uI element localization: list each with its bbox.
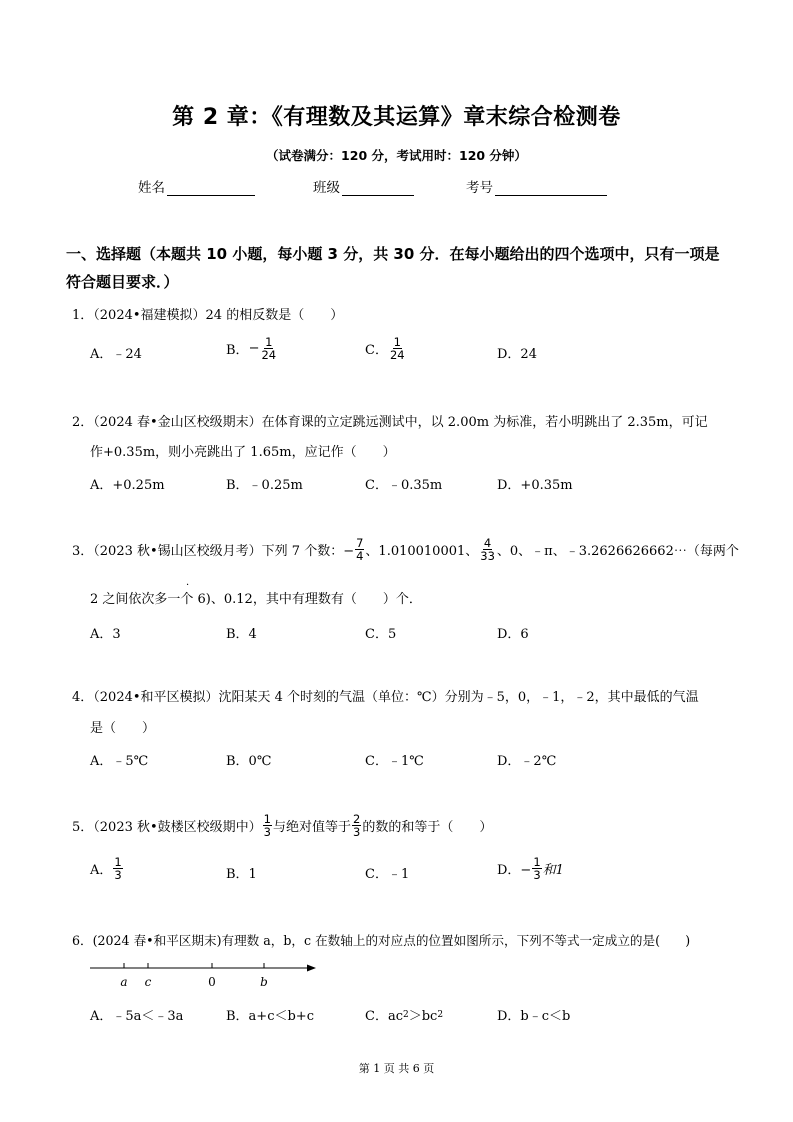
q5-f1-num: 1: [263, 812, 271, 826]
q1-option-a[interactable]: A．﹣24: [90, 347, 142, 362]
q1-c-label: C．: [365, 343, 388, 358]
q5-d-fraction: [532, 856, 541, 881]
q3-f2-num: 4: [483, 536, 492, 550]
q3-f1-den: 4: [356, 549, 364, 563]
q5-a-label: A．: [90, 863, 113, 878]
id-field[interactable]: [466, 176, 607, 196]
q5-a-fraction: [113, 856, 122, 881]
axis-label-b: b: [260, 975, 268, 989]
q1-c-num: 1: [393, 335, 401, 349]
q3-f1-num: 7: [356, 536, 364, 550]
q6-c-pre: C．ac: [365, 1009, 403, 1024]
question-6-stem: 6．(2024 春•和平区期末)有理数 a，b，c 在数轴上的对应点的位置如图所示，下列不等式一定成立的是( ): [72, 933, 691, 948]
q1-b-den: 24: [261, 348, 277, 362]
q4-option-c[interactable]: C．﹣1℃: [365, 754, 424, 769]
q4-option-b[interactable]: B．0℃: [226, 754, 272, 769]
class-field[interactable]: [313, 176, 414, 196]
q3-option-d[interactable]: D．6: [497, 627, 529, 642]
q1-option-c[interactable]: [365, 336, 407, 361]
question-2-line-1: 2．（2024 春•金山区校级期末）在体育课的立定跳远测试中，以 2.00m 为标准，若小明跳出了 2.35m，可记: [72, 415, 708, 430]
q5-d-den: 3: [533, 868, 541, 882]
q5-f2-num: 2: [353, 812, 361, 826]
q5-d-label: D．−: [497, 863, 532, 878]
id-blank[interactable]: [495, 180, 607, 196]
q1-c-fraction: [389, 336, 406, 361]
question-4-line-2: 是（ ）: [90, 721, 156, 736]
page-subtitle: （试卷满分：120 分，考试用时：120 分钟）: [266, 148, 527, 163]
axis-label-a: a: [120, 975, 128, 989]
q3-fraction-2: [479, 537, 496, 562]
q3-suffix: 、0、﹣π、﹣3.2626626662⋯（每两个: [496, 544, 739, 559]
q1-c-den: 24: [389, 348, 405, 362]
q5-fraction-2: [352, 813, 361, 838]
class-blank[interactable]: [342, 180, 414, 196]
q6-c-mid: ＞bc: [408, 1009, 438, 1024]
q2-option-b[interactable]: B．﹣0.25m: [226, 478, 303, 493]
q3-f2-den: 33: [480, 549, 495, 563]
q5-option-a[interactable]: [90, 856, 124, 881]
q1-b-label: B．: [226, 343, 249, 358]
q3-mid: 、1.010010001、: [365, 544, 479, 559]
q4-option-d[interactable]: D．﹣2℃: [497, 754, 557, 769]
question-5-stem: [72, 813, 492, 838]
q6-option-d[interactable]: D．b﹣c＜b: [497, 1009, 571, 1024]
q3-option-b[interactable]: B．4: [226, 627, 257, 642]
q5-mid: 与绝对值等于: [272, 820, 351, 835]
q5-option-c[interactable]: C．﹣1: [365, 867, 410, 882]
q5-suffix: 的数的和等于（ ）: [362, 820, 493, 835]
axis-label-c: c: [144, 975, 152, 989]
name-label: 姓名: [138, 180, 165, 196]
q2-option-d[interactable]: D．+0.35m: [497, 478, 573, 493]
q1-option-d[interactable]: D．24: [497, 347, 537, 362]
q1-option-b[interactable]: [226, 336, 278, 361]
axis-label-zero: 0: [208, 975, 216, 989]
q3-option-a[interactable]: A．3: [90, 627, 121, 642]
q3-fraction-1: [355, 537, 364, 562]
id-label: 考号: [466, 180, 493, 196]
q5-a-num: 1: [114, 855, 122, 869]
q5-f1-den: 3: [263, 825, 271, 839]
name-blank[interactable]: [167, 180, 255, 196]
q5-option-b[interactable]: B．1: [226, 867, 257, 882]
question-3-line-1: [72, 537, 739, 562]
q6-c-exp-2: 2: [437, 1009, 444, 1020]
section-heading: 一、选择题（本题共 10 小题，每小题 3 分，共 30 分．在每小题给出的四个选项中，只有一项是符合题目要求．）: [66, 245, 720, 291]
q6-option-b[interactable]: B．a+c＜b+c: [226, 1009, 314, 1024]
q5-fraction-1: [263, 813, 272, 838]
question-4-line-1: 4．（2024•和平区模拟）沈阳某天 4 个时刻的气温（单位：℃）分别为﹣5，0，﹣1，﹣2，其中最低的气温: [72, 690, 699, 705]
page-footer: 第 1 页 共 6 页: [358, 1062, 435, 1075]
question-1-stem: 1．（2024•福建模拟）24 的相反数是（ ）: [72, 308, 344, 323]
number-line: [86, 958, 326, 992]
class-label: 班级: [313, 180, 340, 196]
q1-b-sign: −: [248, 341, 260, 356]
q3-option-c[interactable]: C．5: [365, 627, 397, 642]
q2-option-c[interactable]: C．﹣0.35m: [365, 478, 443, 493]
name-field[interactable]: [138, 176, 255, 196]
q1-b-fraction: [260, 336, 277, 361]
q5-a-den: 3: [114, 868, 122, 882]
number-line-arrow: [307, 965, 316, 972]
q5-option-d[interactable]: [497, 856, 564, 881]
q5-f2-den: 3: [353, 825, 361, 839]
q5-d-num: 1: [533, 855, 541, 869]
question-2-line-2: 作+0.35m，则小亮跳出了 1.65m，应记作（ ）: [90, 445, 396, 460]
q3-prefix: 3．（2023 秋•锡山区校级月考）下列 7 个数：−: [72, 544, 355, 559]
q6-option-c[interactable]: [365, 1005, 443, 1024]
question-3-line-2: 2 之间依次多一个 6)、0.12，其中有理数有（ ）个．: [90, 592, 422, 607]
q5-prefix: 5．（2023 秋•鼓楼区校级期中）: [72, 820, 262, 835]
page-title: 第 2 章：《有理数及其运算》章末综合检测卷: [172, 105, 621, 130]
q5-d-suffix: 和1: [542, 863, 564, 878]
repeating-decimal-dot: ·: [186, 580, 190, 591]
q4-option-a[interactable]: A．﹣5℃: [90, 754, 149, 769]
q2-option-a[interactable]: A．+0.25m: [90, 478, 165, 493]
q1-b-num: 1: [265, 335, 273, 349]
q6-c-exp-1: 2: [402, 1009, 409, 1020]
q6-option-a[interactable]: A．﹣5a＜﹣3a: [90, 1009, 184, 1024]
